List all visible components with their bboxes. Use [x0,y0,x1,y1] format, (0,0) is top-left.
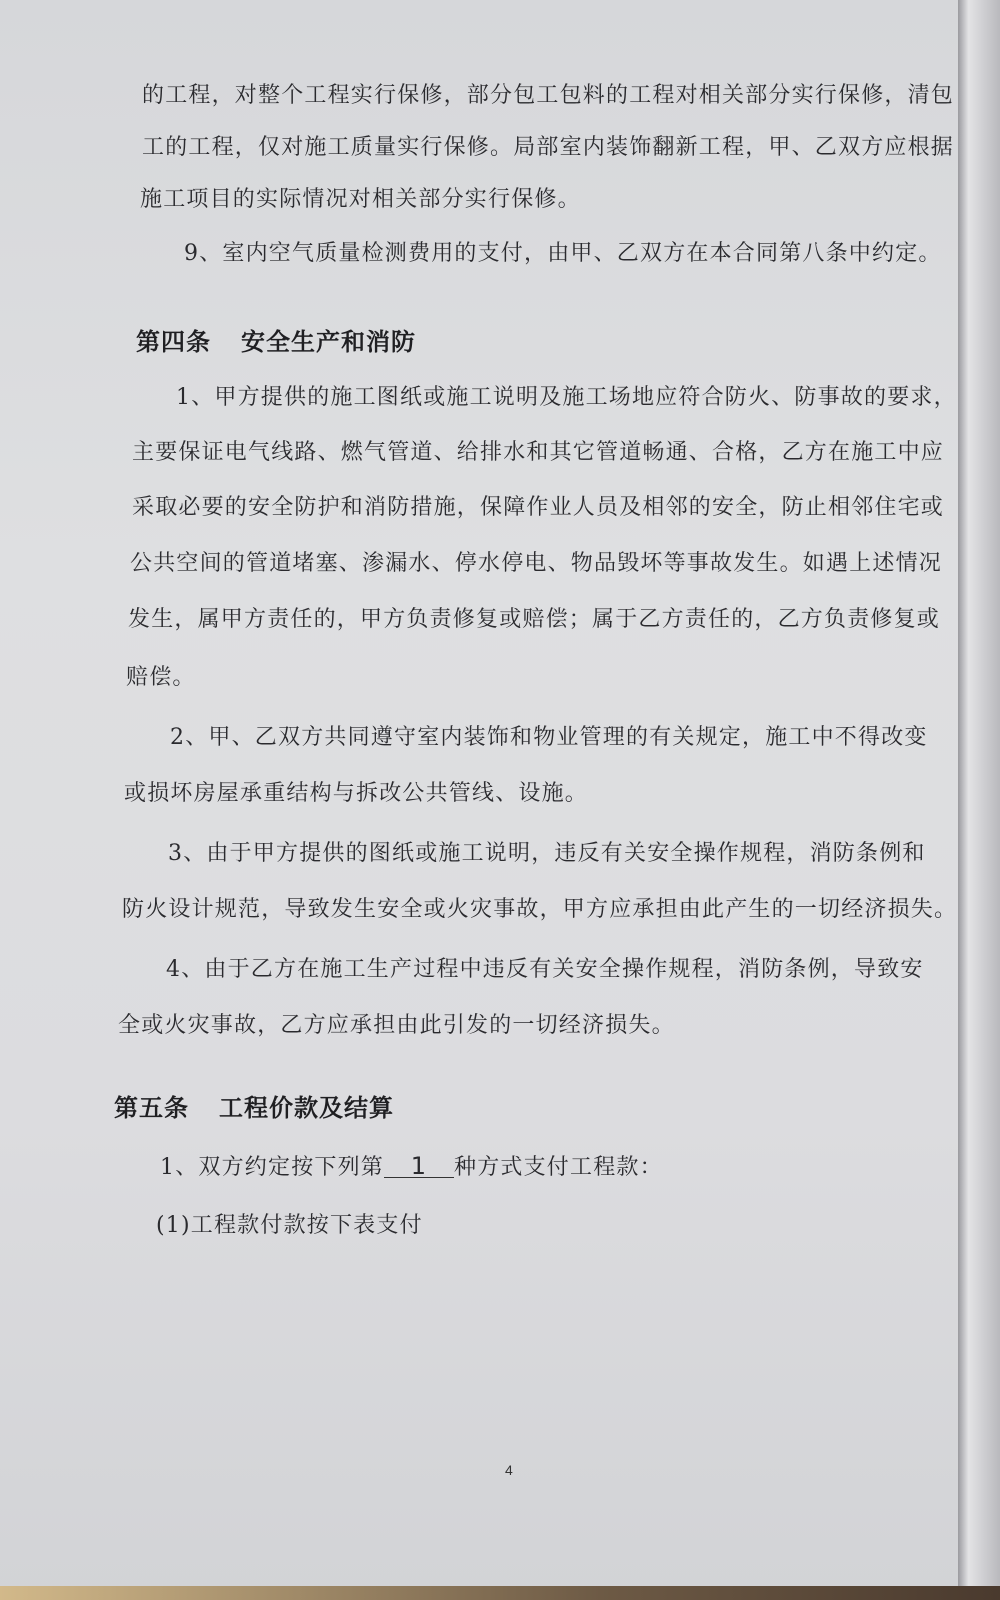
page-edge [958,0,1000,1600]
table-surface [0,1586,1000,1600]
section-5-title: 工程价款及结算 [219,1094,394,1122]
section-4-line: 发生，属甲方责任的，甲方负责修复或赔偿；属于乙方责任的，乙方负责修复或 [128,607,941,632]
section-4-number: 第四条 [136,328,211,356]
paragraph-line: 施工项目的实际情况对相关部分实行保修。 [140,187,581,212]
section-4-heading [136,322,416,357]
payment-method-line [160,1150,663,1181]
paragraph-line: 工的工程，仅对施工质量实行保修。局部室内装饰翻新工程，甲、乙双方应根据 [142,135,955,160]
section-4-line: 全或火灾事故，乙方应承担由此引发的一切经济损失。 [118,1013,675,1038]
section-5-number: 第五条 [114,1094,189,1122]
clause-9: 9、室内空气质量检测费用的支付，由甲、乙双方在本合同第八条中约定。 [184,241,942,266]
payment-method-suffix: 种方式支付工程款： [454,1155,663,1180]
section-4-title: 安全生产和消防 [241,328,416,356]
section-4-line: 防火设计规范，导致发生安全或火灾事故，甲方应承担由此产生的一切经济损失。 [122,897,958,922]
section-4-line: 3、由于甲方提供的图纸或施工说明，违反有关安全操作规程，消防条例和 [168,841,926,866]
payment-table-note: (1)工程款付款按下表支付 [156,1213,423,1238]
section-4-line: 赔偿。 [126,665,196,690]
section-4-line: 采取必要的安全防护和消防措施，保障作业人员及相邻的安全，防止相邻住宅或 [132,495,945,520]
payment-method-prefix: 1、双方约定按下列第 [160,1155,384,1180]
page-number: 4 [505,1462,513,1478]
section-4-line: 主要保证电气线路、燃气管道、给排水和其它管道畅通、合格，乙方在施工中应 [132,440,945,465]
section-4-line: 公共空间的管道堵塞、渗漏水、停水停电、物品毁坏等事故发生。如遇上述情况 [130,551,943,576]
paragraph-line: 的工程，对整个工程实行保修，部分包工包料的工程对相关部分实行保修，清包 [142,83,955,108]
section-4-line: 1、甲方提供的施工图纸或施工说明及施工场地应符合防火、防事故的要求， [176,385,957,410]
payment-method-blank: 1 [384,1155,454,1178]
section-5-heading [114,1088,394,1123]
section-4-line: 4、由于乙方在施工生产过程中违反有关安全操作规程，消防条例，导致安 [166,957,924,982]
section-4-line: 或损坏房屋承重结构与拆改公共管线、设施。 [124,781,589,806]
section-4-line: 2、甲、乙双方共同遵守室内装饰和物业管理的有关规定，施工中不得改变 [170,725,928,750]
